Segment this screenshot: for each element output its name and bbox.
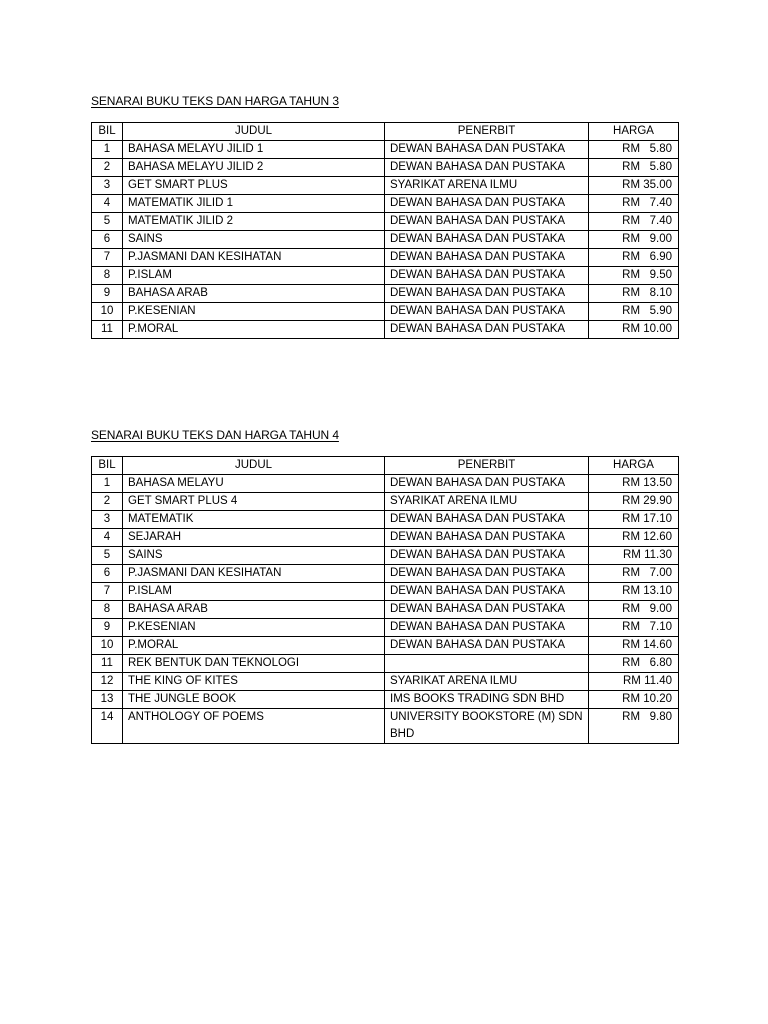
cell-harga: RM 7.00	[589, 565, 679, 583]
cell-penerbit: SYARIKAT ARENA ILMU	[385, 493, 589, 511]
cell-bil: 6	[92, 231, 123, 249]
table-header-row	[92, 457, 679, 475]
table-row	[92, 141, 679, 159]
cell-penerbit: DEWAN BAHASA DAN PUSTAKA	[385, 285, 589, 303]
cell-judul: THE JUNGLE BOOK	[123, 691, 385, 709]
cell-harga: RM 11.30	[589, 547, 679, 565]
cell-judul: SAINS	[123, 231, 385, 249]
cell-bil: 8	[92, 601, 123, 619]
cell-judul: BAHASA MELAYU JILID 1	[123, 141, 385, 159]
cell-penerbit: DEWAN BAHASA DAN PUSTAKA	[385, 547, 589, 565]
table-row	[92, 321, 679, 339]
table-row	[92, 691, 679, 709]
cell-judul: P.MORAL	[123, 321, 385, 339]
header-penerbit: PENERBIT	[385, 457, 589, 475]
table-body-tahun-3	[92, 141, 679, 339]
cell-judul: P.JASMANI DAN KESIHATAN	[123, 249, 385, 267]
cell-harga: RM 9.50	[589, 267, 679, 285]
cell-bil: 4	[92, 529, 123, 547]
cell-bil: 14	[92, 709, 123, 744]
table-row	[92, 601, 679, 619]
cell-harga: RM 7.40	[589, 213, 679, 231]
table-row	[92, 637, 679, 655]
cell-penerbit: SYARIKAT ARENA ILMU	[385, 177, 589, 195]
cell-harga: RM 9.00	[589, 231, 679, 249]
cell-penerbit: DEWAN BAHASA DAN PUSTAKA	[385, 267, 589, 285]
cell-penerbit: UNIVERSITY BOOKSTORE (M) SDN BHD	[385, 709, 589, 744]
cell-penerbit: DEWAN BAHASA DAN PUSTAKA	[385, 303, 589, 321]
cell-penerbit: DEWAN BAHASA DAN PUSTAKA	[385, 637, 589, 655]
cell-penerbit: DEWAN BAHASA DAN PUSTAKA	[385, 511, 589, 529]
table-row	[92, 475, 679, 493]
table-row	[92, 655, 679, 673]
table-row	[92, 709, 679, 744]
cell-penerbit: DEWAN BAHASA DAN PUSTAKA	[385, 141, 589, 159]
cell-bil: 2	[92, 159, 123, 177]
table-row	[92, 177, 679, 195]
cell-judul: P.MORAL	[123, 637, 385, 655]
header-judul: JUDUL	[123, 123, 385, 141]
cell-penerbit: DEWAN BAHASA DAN PUSTAKA	[385, 321, 589, 339]
cell-harga: RM 6.90	[589, 249, 679, 267]
cell-harga: RM 6.80	[589, 655, 679, 673]
cell-penerbit: DEWAN BAHASA DAN PUSTAKA	[385, 475, 589, 493]
cell-judul: GET SMART PLUS	[123, 177, 385, 195]
cell-harga: RM 14.60	[589, 637, 679, 655]
cell-bil: 2	[92, 493, 123, 511]
cell-judul: P.JASMANI DAN KESIHATAN	[123, 565, 385, 583]
cell-judul: GET SMART PLUS 4	[123, 493, 385, 511]
cell-bil: 7	[92, 583, 123, 601]
header-harga: HARGA	[589, 457, 679, 475]
cell-bil: 11	[92, 321, 123, 339]
cell-penerbit: DEWAN BAHASA DAN PUSTAKA	[385, 601, 589, 619]
cell-judul: SAINS	[123, 547, 385, 565]
cell-harga: RM 17.10	[589, 511, 679, 529]
cell-harga: RM 9.80	[589, 709, 679, 744]
cell-judul: ANTHOLOGY OF POEMS	[123, 709, 385, 744]
section-title-tahun-3: SENARAI BUKU TEKS DAN HARGA TAHUN 3	[91, 94, 339, 108]
section-tahun-3	[91, 93, 678, 339]
cell-harga: RM 5.80	[589, 141, 679, 159]
cell-harga: RM 13.50	[589, 475, 679, 493]
table-row	[92, 231, 679, 249]
cell-penerbit: DEWAN BAHASA DAN PUSTAKA	[385, 565, 589, 583]
table-tahun-4	[91, 456, 679, 744]
cell-bil: 9	[92, 619, 123, 637]
table-row	[92, 303, 679, 321]
cell-judul: BAHASA ARAB	[123, 285, 385, 303]
cell-penerbit: DEWAN BAHASA DAN PUSTAKA	[385, 159, 589, 177]
cell-harga: RM 13.10	[589, 583, 679, 601]
cell-bil: 5	[92, 213, 123, 231]
cell-bil: 4	[92, 195, 123, 213]
table-row	[92, 565, 679, 583]
header-bil: BIL	[92, 123, 123, 141]
cell-harga: RM 10.20	[589, 691, 679, 709]
cell-bil: 11	[92, 655, 123, 673]
cell-penerbit: DEWAN BAHASA DAN PUSTAKA	[385, 231, 589, 249]
cell-penerbit: DEWAN BAHASA DAN PUSTAKA	[385, 529, 589, 547]
cell-judul: THE KING OF KITES	[123, 673, 385, 691]
cell-judul: P.KESENIAN	[123, 303, 385, 321]
cell-penerbit: IMS BOOKS TRADING SDN BHD	[385, 691, 589, 709]
cell-bil: 6	[92, 565, 123, 583]
cell-judul: P.ISLAM	[123, 583, 385, 601]
section-tahun-4	[91, 427, 678, 744]
cell-penerbit: DEWAN BAHASA DAN PUSTAKA	[385, 583, 589, 601]
cell-bil: 12	[92, 673, 123, 691]
cell-harga: RM 12.60	[589, 529, 679, 547]
cell-bil: 1	[92, 475, 123, 493]
cell-penerbit: DEWAN BAHASA DAN PUSTAKA	[385, 249, 589, 267]
cell-judul: MATEMATIK JILID 2	[123, 213, 385, 231]
section-title-tahun-4: SENARAI BUKU TEKS DAN HARGA TAHUN 4	[91, 428, 339, 442]
table-row	[92, 213, 679, 231]
cell-bil: 7	[92, 249, 123, 267]
cell-bil: 3	[92, 177, 123, 195]
cell-bil: 3	[92, 511, 123, 529]
cell-judul: REK BENTUK DAN TEKNOLOGI	[123, 655, 385, 673]
table-body-tahun-4	[92, 475, 679, 744]
cell-penerbit: SYARIKAT ARENA ILMU	[385, 673, 589, 691]
cell-bil: 10	[92, 637, 123, 655]
cell-bil: 5	[92, 547, 123, 565]
table-header-row	[92, 123, 679, 141]
table-row	[92, 195, 679, 213]
table-row	[92, 267, 679, 285]
header-judul: JUDUL	[123, 457, 385, 475]
cell-penerbit: DEWAN BAHASA DAN PUSTAKA	[385, 213, 589, 231]
header-penerbit: PENERBIT	[385, 123, 589, 141]
table-row	[92, 619, 679, 637]
cell-judul: MATEMATIK JILID 1	[123, 195, 385, 213]
table-row	[92, 249, 679, 267]
cell-harga: RM 11.40	[589, 673, 679, 691]
cell-harga: RM 9.00	[589, 601, 679, 619]
cell-harga: RM 7.40	[589, 195, 679, 213]
table-row	[92, 529, 679, 547]
table-row	[92, 285, 679, 303]
cell-judul: BAHASA MELAYU	[123, 475, 385, 493]
cell-harga: RM 5.80	[589, 159, 679, 177]
table-row	[92, 583, 679, 601]
cell-bil: 1	[92, 141, 123, 159]
header-harga: HARGA	[589, 123, 679, 141]
cell-judul: P.ISLAM	[123, 267, 385, 285]
cell-judul: P.KESENIAN	[123, 619, 385, 637]
cell-judul: BAHASA MELAYU JILID 2	[123, 159, 385, 177]
cell-judul: SEJARAH	[123, 529, 385, 547]
cell-penerbit	[385, 655, 589, 673]
table-row	[92, 673, 679, 691]
cell-judul: BAHASA ARAB	[123, 601, 385, 619]
cell-harga: RM 8.10	[589, 285, 679, 303]
cell-harga: RM 10.00	[589, 321, 679, 339]
table-tahun-3	[91, 122, 679, 339]
cell-penerbit: DEWAN BAHASA DAN PUSTAKA	[385, 195, 589, 213]
table-row	[92, 493, 679, 511]
cell-harga: RM 7.10	[589, 619, 679, 637]
cell-judul: MATEMATIK	[123, 511, 385, 529]
cell-harga: RM 29.90	[589, 493, 679, 511]
cell-penerbit: DEWAN BAHASA DAN PUSTAKA	[385, 619, 589, 637]
cell-bil: 8	[92, 267, 123, 285]
cell-harga: RM 5.90	[589, 303, 679, 321]
table-row	[92, 547, 679, 565]
cell-bil: 10	[92, 303, 123, 321]
table-row	[92, 159, 679, 177]
table-row	[92, 511, 679, 529]
cell-bil: 9	[92, 285, 123, 303]
cell-harga: RM 35.00	[589, 177, 679, 195]
header-bil: BIL	[92, 457, 123, 475]
cell-bil: 13	[92, 691, 123, 709]
